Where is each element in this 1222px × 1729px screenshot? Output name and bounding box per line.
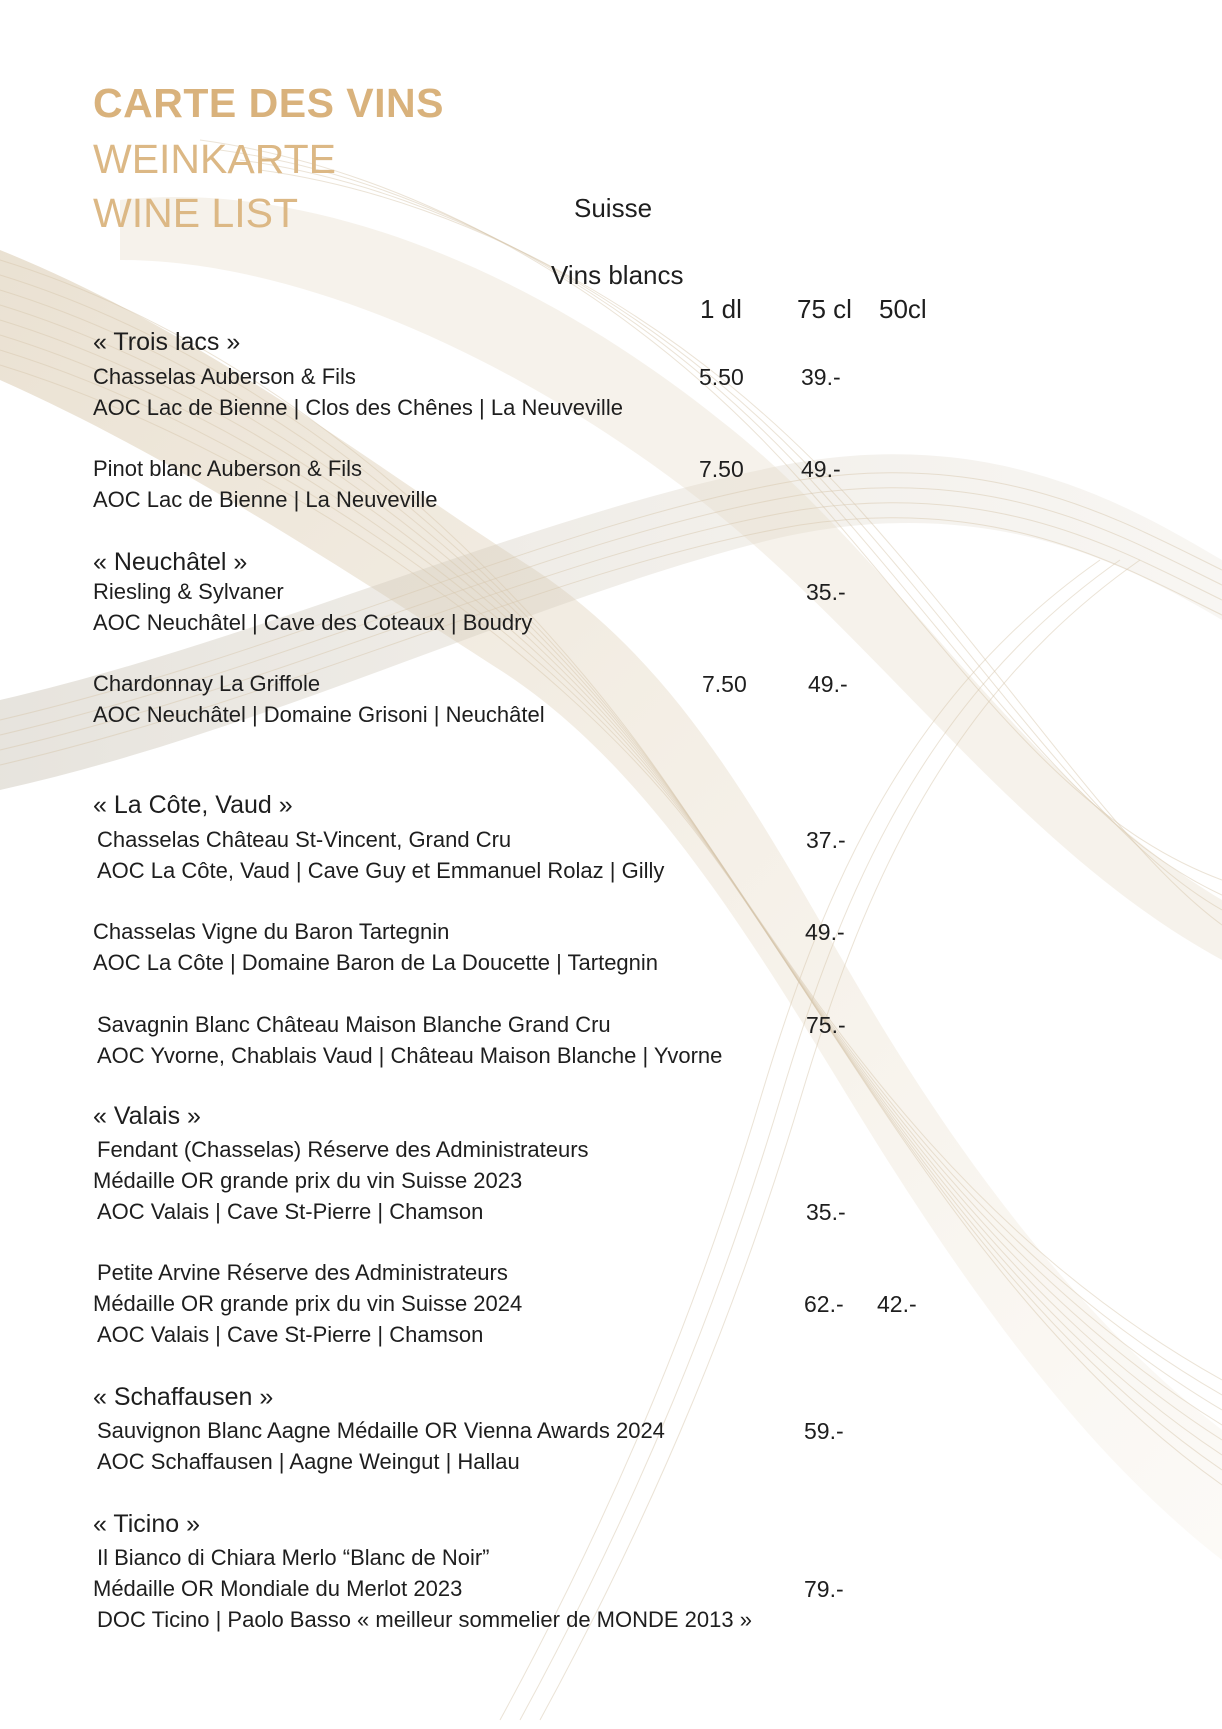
wine-origin: AOC Neuchâtel | Domaine Grisoni | Neuchâtel bbox=[93, 702, 545, 727]
wine-name: Riesling & Sylvaner bbox=[93, 579, 284, 604]
section-heading: « Schaffausen » bbox=[93, 1383, 274, 1411]
wine-origin: AOC Schaffausen | Aagne Weingut | Hallau bbox=[97, 1449, 520, 1474]
price-75cl: 35.- bbox=[806, 1199, 846, 1225]
wine-origin: AOC La Côte | Domaine Baron de La Doucette | Tartegnin bbox=[93, 950, 659, 975]
price-75cl: 35.- bbox=[806, 579, 846, 605]
wine-name: Pinot blanc Auberson & Fils bbox=[93, 456, 363, 481]
wine-origin: AOC Yvorne, Chablais Vaud | Château Maison Blanche | Yvorne bbox=[97, 1043, 723, 1068]
wine-name: Chasselas Vigne du Baron Tartegnin bbox=[93, 919, 450, 944]
price-50cl: 42.- bbox=[877, 1291, 917, 1317]
price-75cl: 37.- bbox=[806, 827, 846, 853]
price-1dl: 7.50 bbox=[699, 456, 744, 482]
price-75cl: 75.- bbox=[806, 1012, 846, 1038]
price-1dl: 5.50 bbox=[699, 364, 744, 390]
wine-origin: AOC Lac de Bienne | La Neuveville bbox=[93, 487, 438, 512]
price-75cl: 49.- bbox=[808, 671, 848, 697]
wine-name: Chasselas Château St-Vincent, Grand Cru bbox=[97, 827, 512, 852]
price-75cl: 59.- bbox=[804, 1418, 844, 1444]
wine-award: Médaille OR Mondiale du Merlot 2023 bbox=[93, 1576, 463, 1601]
wine-origin: AOC La Côte, Vaud | Cave Guy et Emmanuel Rolaz | Gilly bbox=[97, 858, 665, 883]
column-header-1dl: 1 dl bbox=[700, 294, 742, 324]
wine-name: Chasselas Auberson & Fils bbox=[93, 364, 356, 389]
price-75cl: 79.- bbox=[804, 1576, 844, 1602]
section-heading: « Trois lacs » bbox=[93, 328, 241, 356]
wine-origin: DOC Ticino | Paolo Basso « meilleur sommelier de MONDE 2013 » bbox=[97, 1607, 752, 1632]
wine-name: Petite Arvine Réserve des Administrateurs bbox=[97, 1260, 508, 1285]
wine-name: Fendant (Chasselas) Réserve des Administrateurs bbox=[97, 1137, 589, 1162]
section-heading: « Valais » bbox=[93, 1102, 201, 1130]
section-heading: « Neuchâtel » bbox=[93, 548, 248, 576]
price-75cl: 49.- bbox=[801, 456, 841, 482]
section-heading: « La Côte, Vaud » bbox=[93, 791, 293, 819]
title-french: CARTE DES VINS bbox=[93, 80, 444, 126]
price-1dl: 7.50 bbox=[702, 671, 747, 697]
wine-name: Chardonnay La Griffole bbox=[93, 671, 321, 696]
wine-origin: AOC Valais | Cave St-Pierre | Chamson bbox=[97, 1322, 484, 1347]
price-75cl: 49.- bbox=[805, 919, 845, 945]
wine-origin: AOC Valais | Cave St-Pierre | Chamson bbox=[97, 1199, 484, 1224]
category-heading: Vins blancs bbox=[551, 260, 684, 290]
title-german: WEINKARTE bbox=[93, 136, 336, 182]
price-75cl: 62.- bbox=[804, 1291, 844, 1317]
wine-name: Il Bianco di Chiara Merlo “Blanc de Noir” bbox=[97, 1545, 490, 1570]
wine-name: Sauvignon Blanc Aagne Médaille OR Vienna Awards 2024 bbox=[97, 1418, 665, 1443]
section-heading: « Ticino » bbox=[93, 1510, 201, 1538]
country-heading: Suisse bbox=[574, 193, 653, 223]
price-75cl: 39.- bbox=[801, 364, 841, 390]
wine-origin: AOC Neuchâtel | Cave des Coteaux | Boudry bbox=[93, 610, 533, 635]
column-header-50cl: 50cl bbox=[879, 294, 927, 324]
wine-award: Médaille OR grande prix du vin Suisse 2024 bbox=[93, 1291, 523, 1316]
column-header-75cl: 75 cl bbox=[797, 294, 852, 324]
wine-origin: AOC Lac de Bienne | Clos des Chênes | La Neuveville bbox=[93, 395, 623, 420]
wine-award: Médaille OR grande prix du vin Suisse 2023 bbox=[93, 1168, 523, 1193]
title-english: WINE LIST bbox=[93, 190, 299, 236]
wine-name: Savagnin Blanc Château Maison Blanche Grand Cru bbox=[97, 1012, 611, 1037]
